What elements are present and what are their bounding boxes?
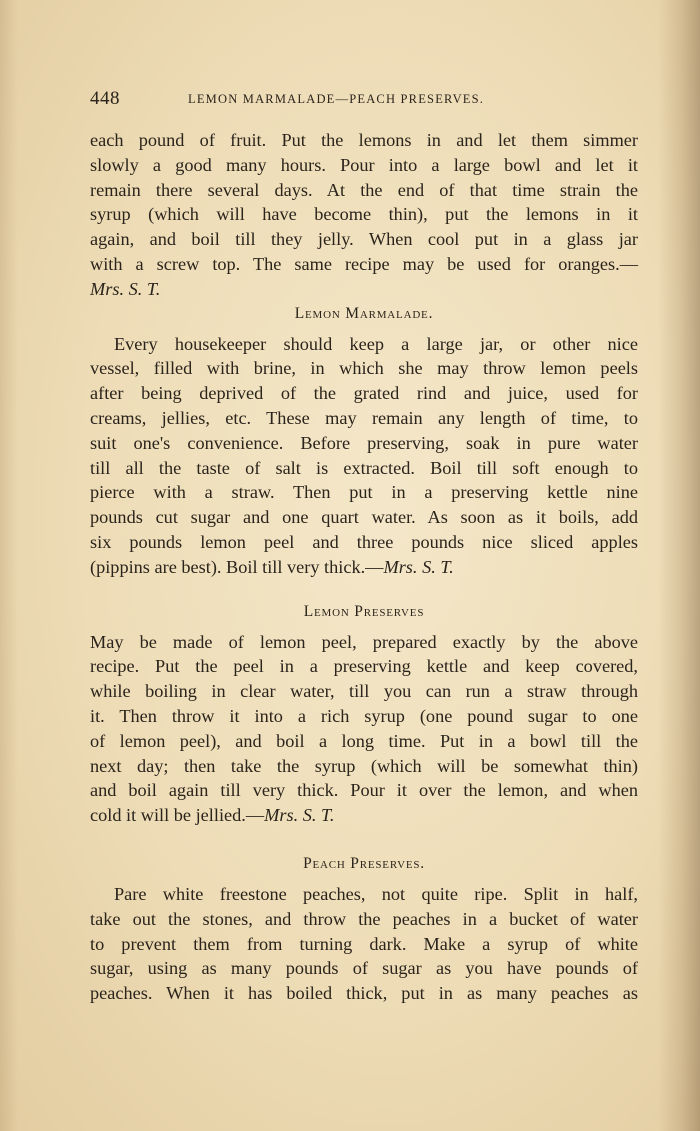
text-line: six pounds lemon peel and three pounds nice sliced apples xyxy=(90,531,638,552)
attribution-line xyxy=(90,277,638,302)
text-line: sugar, using as many pounds of sugar as you have pounds of xyxy=(90,958,638,979)
text-line: till all the taste of salt is extracted. Boil till soft enough to xyxy=(90,457,638,478)
text-line: with a screw top. The same recipe may be used for oranges.— xyxy=(90,253,638,274)
text-line: recipe. Put the peel in a preserving kettle and keep covered, xyxy=(90,656,638,677)
section-lemon-marmalade xyxy=(90,302,638,580)
text-line: vessel, filled with brine, in which she may throw lemon peels xyxy=(90,358,638,379)
page-number: 448 xyxy=(90,88,120,109)
running-title: LEMON MARMALADE—PEACH PRESERVES. xyxy=(188,92,485,106)
text-line: pierce with a straw. Then put in a preserving kettle nine xyxy=(90,482,638,503)
text-line: syrup (which will have become thin), put the lemons in it xyxy=(90,204,638,225)
attribution: Mrs. S. T. xyxy=(90,278,161,299)
text-line: slowly a good many hours. Pour into a large bowl and let it xyxy=(90,154,638,175)
text-line: next day; then take the syrup (which will be somewhat thin) xyxy=(90,755,638,776)
page-shadow-left xyxy=(0,0,18,1131)
text-line: Pare white freestone peaches, not quite ripe. Split in half, xyxy=(114,883,638,904)
text-line-last xyxy=(90,555,638,580)
text-line: creams, jellies, etc. These may remain any length of time, to xyxy=(90,407,638,428)
section-heading: Lemon Preserves xyxy=(303,602,425,620)
running-head xyxy=(90,88,560,114)
text-line: pounds cut sugar and one quart water. As soon as it boils, add xyxy=(90,507,638,528)
text-line: take out the stones, and throw the peaches in a bucket of water xyxy=(90,908,638,929)
text-line: while boiling in clear water, till you can run a straw through xyxy=(90,681,638,702)
section-lemon-preserves xyxy=(90,600,638,828)
text-line: Every housekeeper should keep a large jar, or other nice xyxy=(114,333,638,354)
text-line: after being deprived of the grated rind and juice, used for xyxy=(90,383,638,404)
text-line: peaches. When it has boiled thick, put in as many peaches as xyxy=(90,983,638,1004)
text-line: of lemon peel), and boil a long time. Put in a bowl till the xyxy=(90,730,638,751)
text-line: suit one's convenience. Before preserving, soak in pure water xyxy=(90,432,638,453)
attribution: Mrs. S. T. xyxy=(383,556,454,577)
text-line-last xyxy=(90,803,638,828)
text-line: May be made of lemon peel, prepared exactly by the above xyxy=(90,631,638,652)
text-line: it. Then throw it into a rich syrup (one pound sugar to one xyxy=(90,705,638,726)
page-content xyxy=(90,128,638,1006)
page-shadow-right xyxy=(658,0,700,1131)
last-line-text: (pippins are best). Boil till very thick.— xyxy=(90,556,384,577)
text-line: again, and boil till they jelly. When cool put in a glass jar xyxy=(90,229,638,250)
last-line-text: cold it will be jellied.— xyxy=(90,805,265,826)
text-line: remain there several days. At the end of that time strain the xyxy=(90,179,638,200)
text-line: and boil again till very thick. Pour it over the lemon, and when xyxy=(90,780,638,801)
section-peach-preserves xyxy=(90,852,638,1006)
attribution: Mrs. S. T. xyxy=(264,805,335,826)
section-heading: Peach Preserves. xyxy=(303,854,425,872)
text-line: to prevent them from turning dark. Make a syrup of white xyxy=(90,933,638,954)
section-continuation xyxy=(90,128,638,302)
section-heading: Lemon Marmalade. xyxy=(294,304,434,322)
text-line: each pound of fruit. Put the lemons in and let them simmer xyxy=(90,130,638,150)
